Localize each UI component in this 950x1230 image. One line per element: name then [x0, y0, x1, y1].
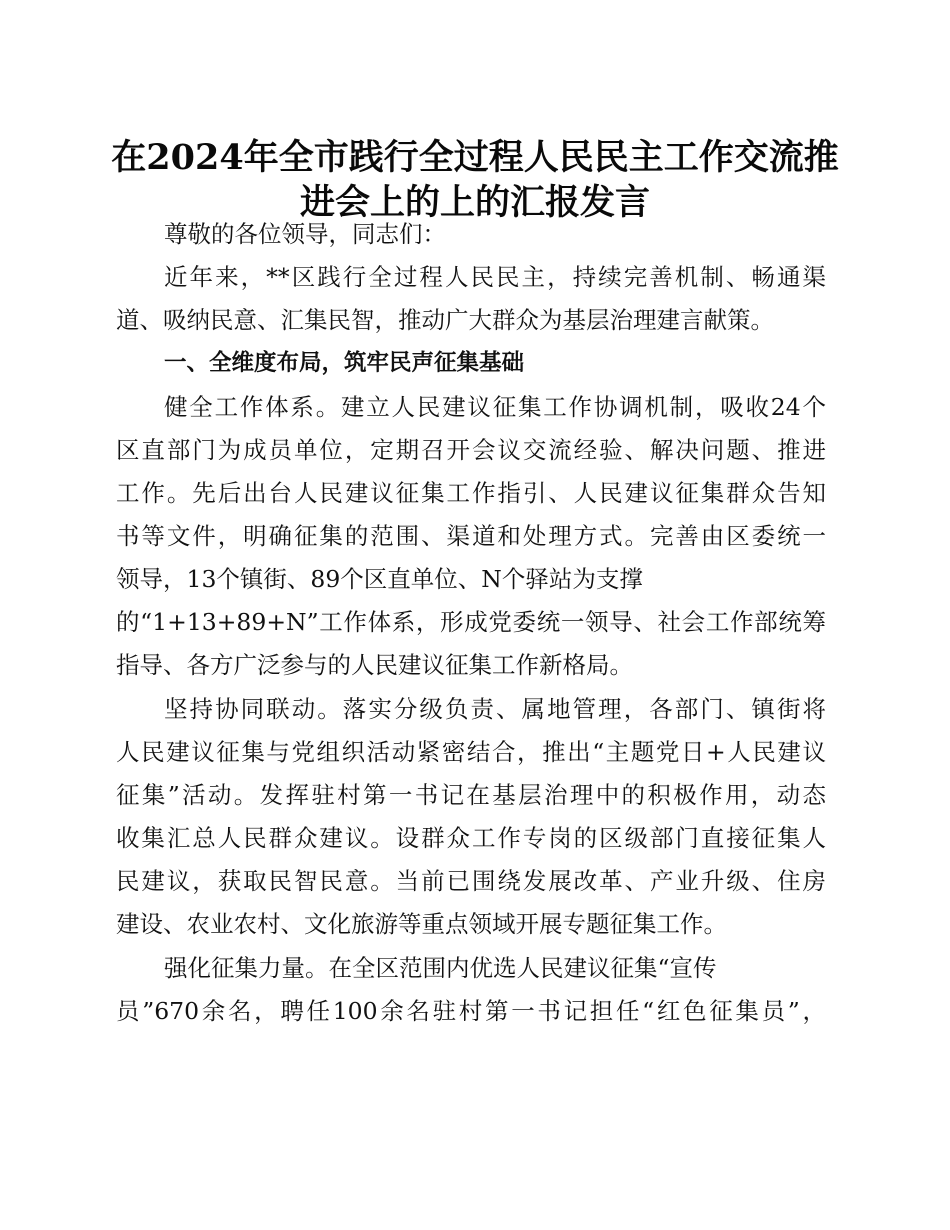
- paragraph-line: 建设、农业农村、文化旅游等重点领域开展专题征集工作。: [116, 910, 727, 938]
- greeting: 尊敬的各位领导，同志们：: [164, 220, 446, 248]
- paragraph-line: 健全工作体系。建立人民建议征集工作协调机制，吸收24个: [164, 393, 826, 421]
- paragraph-line: 收集汇总人民群众建议。设群众工作专岗的区级部门直接征集人: [116, 824, 826, 852]
- paragraph-line: 坚持协同联动。落实分级负责、属地管理，各部门、镇街将: [164, 695, 826, 723]
- intro-line: 道、吸纳民意、汇集民智，推动广大群众为基层治理建言献策。: [116, 306, 774, 334]
- intro-line: 近年来，**区践行全过程人民民主，持续完善机制、畅通渠: [164, 263, 826, 291]
- paragraph-line: 民建议，获取民智民意。当前已围绕发展改革、产业升级、住房: [116, 867, 826, 895]
- paragraph-line: 的“1+13+89+N”工作体系，形成党委统一领导、社会工作部统筹: [116, 608, 826, 636]
- paragraph-line: 区直部门为成员单位，定期召开会议交流经验、解决问题、推进: [116, 436, 826, 464]
- paragraph-line: 领导，13个镇街、89个区直单位、N个驿站为支撑: [116, 565, 643, 593]
- document-title-line-1: 在2024年全市践行全过程人民民主工作交流推: [111, 137, 839, 178]
- paragraph-line: 征集”活动。发挥驻村第一书记在基层治理中的积极作用，动态: [116, 781, 826, 809]
- paragraph-line: 人民建议征集与党组织活动紧密结合，推出“主题党日+人民建议: [116, 738, 826, 766]
- paragraph-line: 强化征集力量。在全区范围内优选人民建议征集“宣传: [164, 954, 717, 982]
- document-title-line-2: 进会上的上的汇报发言: [299, 182, 650, 223]
- paragraph-line: 书等文件，明确征集的范围、渠道和处理方式。完善由区委统一: [116, 522, 826, 550]
- paragraph-line: 员”670余名，聘任100余名驻村第一书记担任“红色征集员”，: [116, 997, 826, 1025]
- paragraph-line: 指导、各方广泛参与的人民建议征集工作新格局。: [116, 651, 633, 679]
- section-heading: 一、全维度布局，筑牢民声征集基础: [164, 350, 525, 376]
- paragraph-line: 工作。先后出台人民建议征集工作指引、人民建议征集群众告知: [116, 479, 826, 507]
